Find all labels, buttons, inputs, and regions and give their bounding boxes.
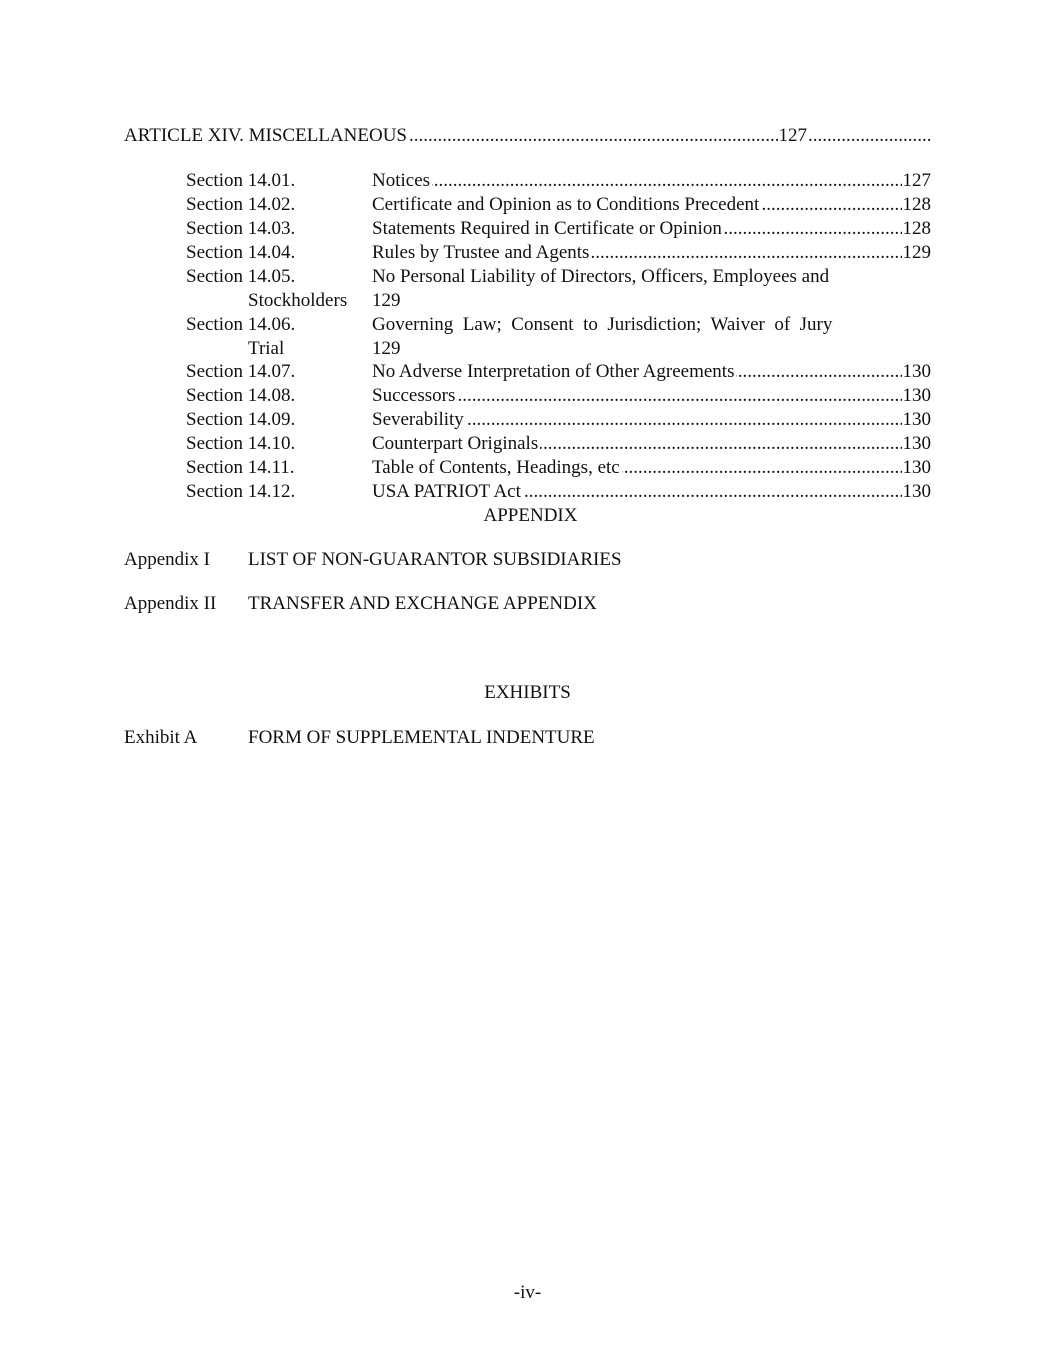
section-page: 128	[902, 218, 931, 239]
article-title: ARTICLE XIV. MISCELLANEOUS	[124, 125, 407, 146]
toc-section-entry[interactable]	[186, 193, 931, 217]
exhibits-heading: EXHIBITS	[484, 682, 571, 703]
appendix-title: LIST OF NON-GUARANTOR SUBSIDIARIES	[248, 549, 622, 570]
section-page: 129	[372, 290, 401, 311]
section-title: Governing Law; Consent to Jurisdiction; Waiver of Jury	[372, 314, 833, 335]
exhibit-title: FORM OF SUPPLEMENTAL INDENTURE	[248, 727, 595, 748]
section-page: 130	[902, 361, 931, 382]
toc-section-entry[interactable]	[186, 456, 931, 480]
section-title: USA PATRIOT Act	[372, 481, 521, 502]
section-number: Section 14.10.	[186, 433, 296, 454]
section-title: No Personal Liability of Directors, Officers, Employees and	[372, 266, 830, 287]
section-title: Table of Contents, Headings, etc	[372, 457, 620, 478]
section-page: 127	[902, 170, 931, 191]
section-page: 128	[902, 194, 931, 215]
leader-dots	[372, 169, 931, 193]
toc-section-entry[interactable]	[186, 241, 931, 265]
appendix-label: Appendix II	[124, 593, 217, 614]
toc-section-entry[interactable]	[186, 408, 931, 432]
section-page: 129	[372, 338, 401, 359]
article-page: 127	[778, 125, 807, 146]
section-number: Section 14.06.	[186, 314, 296, 335]
section-title: Rules by Trustee and Agents	[372, 242, 590, 263]
toc-section-entry[interactable]	[186, 432, 931, 456]
section-title-continuation: Trial	[248, 338, 285, 359]
section-title: Successors	[372, 385, 456, 406]
section-page: 129	[902, 242, 931, 263]
section-number: Section 14.12.	[186, 481, 296, 502]
page-number: -iv-	[513, 1282, 542, 1303]
section-number: Section 14.05.	[186, 266, 296, 287]
section-number: Section 14.03.	[186, 218, 296, 239]
toc-section-entry[interactable]	[186, 169, 931, 193]
section-page: 130	[902, 409, 931, 430]
section-title: Notices	[372, 170, 431, 191]
section-number: Section 14.02.	[186, 194, 296, 215]
section-title: Severability	[372, 409, 464, 430]
appendix-entry[interactable]	[124, 548, 824, 572]
section-number: Section 14.11.	[186, 457, 295, 478]
section-title: Counterpart Originals	[372, 433, 539, 454]
toc-section-entry[interactable]	[186, 360, 931, 384]
section-page: 130	[902, 481, 931, 502]
appendix-title: TRANSFER AND EXCHANGE APPENDIX	[248, 593, 597, 614]
section-page: 130	[902, 385, 931, 406]
exhibit-label: Exhibit A	[124, 727, 198, 748]
appendix-entry[interactable]	[124, 592, 824, 616]
section-page: 130	[902, 457, 931, 478]
appendix-label: Appendix I	[124, 549, 211, 570]
section-title: No Adverse Interpretation of Other Agreements	[372, 361, 735, 382]
section-number: Section 14.08.	[186, 385, 296, 406]
toc-section-entry[interactable]	[186, 313, 931, 361]
exhibit-entry[interactable]	[124, 726, 824, 750]
section-number: Section 14.09.	[186, 409, 296, 430]
section-number: Section 14.01.	[186, 170, 296, 191]
toc-section-entry[interactable]	[186, 480, 931, 504]
toc-section-entry[interactable]	[186, 384, 931, 408]
section-title: Statements Required in Certificate or Opinion	[372, 218, 722, 239]
toc-section-entry[interactable]	[186, 217, 931, 241]
appendix-heading: APPENDIX	[483, 505, 578, 526]
section-number: Section 14.07.	[186, 361, 296, 382]
section-number: Section 14.04.	[186, 242, 296, 263]
section-title-continuation: Stockholders	[248, 290, 348, 311]
section-page: 130	[902, 433, 931, 454]
toc-article-entry[interactable]	[124, 124, 931, 148]
toc-section-entry[interactable]	[186, 265, 931, 313]
section-title: Certificate and Opinion as to Conditions Precedent	[372, 194, 760, 215]
